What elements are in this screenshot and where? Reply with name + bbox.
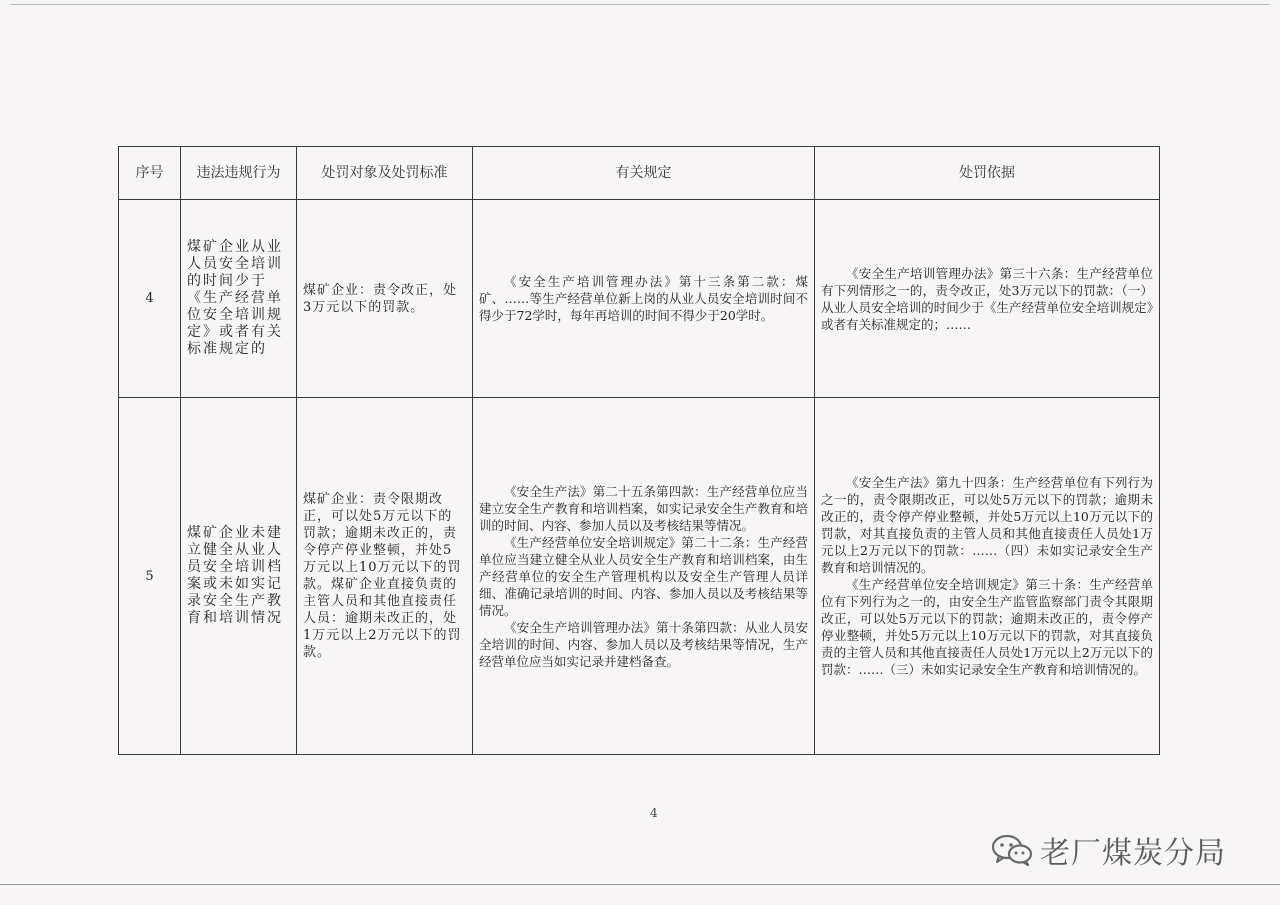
reg-paragraph: 《安全生产法》第二十五条第四款：生产经营单位应当建立安全生产教育和培训档案，如实记录安全生产教育和培训的时间、内容、参加人员以及考核结果等情况。 <box>479 483 808 533</box>
row-std: 煤矿企业：责令限期改正，可以处5万元以下的罚款；逾期未改正的，责令停产停业整顿，并处5万元以上10万元以下的罚款。煤矿企业直接负责的主管人员和其他直接责任人员：逾期未改正的，处1万元以上2万元以下的罚款。 <box>297 398 473 755</box>
header-no: 序号 <box>119 147 181 200</box>
header-reg: 有关规定 <box>473 147 815 200</box>
watermark <box>990 828 1226 872</box>
row-basis <box>815 200 1160 398</box>
row-no: 5 <box>119 398 181 755</box>
wechat-icon <box>990 833 1034 867</box>
row-no: 4 <box>119 200 181 398</box>
row-act: 煤矿企业未建立健全从业人员安全培训档案或未如实记录安全生产教育和培训情况 <box>181 398 297 755</box>
basis-paragraph: 《安全生产培训管理办法》第三十六条：生产经营单位有下列情形之一的，责令改正，处3万元以下的罚款：（一）从业人员安全培训的时间少于《生产经营单位安全培训规定》或者有关标准规定的；…… <box>821 265 1153 332</box>
reg-paragraph: 《生产经营单位安全培训规定》第二十二条：生产经营单位应当建立健全从业人员安全生产教育和培训档案，由生产经营单位的安全生产管理机构以及安全生产管理人员详细、准确记录培训的时间、内容、参加人员以及考核结果等情况。 <box>479 534 808 618</box>
header-std: 处罚对象及处罚标准 <box>297 147 473 200</box>
basis-paragraph: 《生产经营单位安全培训规定》第三十条：生产经营单位有下列行为之一的，由安全生产监管监察部门责令其限期改正，可以处5万元以下的罚款；逾期未改正的，责令停产停业整顿，并处5万元以上10万元以下的罚款，对其直接负责的主管人员和其他直接责任人员处1万元以上2万元以下的罚款：……（三）未如实记录安全生产教育和培训情况的。 <box>821 577 1153 677</box>
row-act: 煤矿企业从业人员安全培训的时间少于《生产经营单位安全培训规定》或者有关标准规定的 <box>181 200 297 398</box>
page-number: 4 <box>650 806 658 820</box>
row-reg <box>473 200 815 398</box>
top-scan-edge <box>10 4 1270 5</box>
row-std: 煤矿企业：责令改正，处3万元以下的罚款。 <box>297 200 473 398</box>
reg-paragraph: 《安全生产培训管理办法》第十三条第二款：煤矿、……等生产经营单位新上岗的从业人员安全培训时间不得少于72学时，每年再培训的时间不得少于20学时。 <box>479 274 808 323</box>
penalty-table <box>118 146 1160 755</box>
watermark-text: 老厂煤炭分局 <box>1040 836 1226 871</box>
row-reg <box>473 398 815 755</box>
row-basis <box>815 398 1160 755</box>
table-row <box>119 398 1160 755</box>
table-header-row <box>119 147 1160 200</box>
bottom-scan-edge <box>0 884 1280 885</box>
table-row <box>119 200 1160 398</box>
reg-paragraph: 《安全生产培训管理办法》第十条第四款：从业人员安全培训的时间、内容、参加人员以及考核结果等情况，生产经营单位应当如实记录并建档备查。 <box>479 619 808 669</box>
header-act: 违法违规行为 <box>181 147 297 200</box>
header-basis: 处罚依据 <box>815 147 1160 200</box>
basis-paragraph: 《安全生产法》第九十四条：生产经营单位有下列行为之一的，责令限期改正，可以处5万元以下的罚款；逾期未改正的，责令停产停业整顿，并处5万元以上10万元以下的罚款，对其直接负责的主管人员和其他直接责任人员处1万元以上2万元以下的罚款：……（四）未如实记录安全生产教育和培训情况的。 <box>821 475 1153 575</box>
